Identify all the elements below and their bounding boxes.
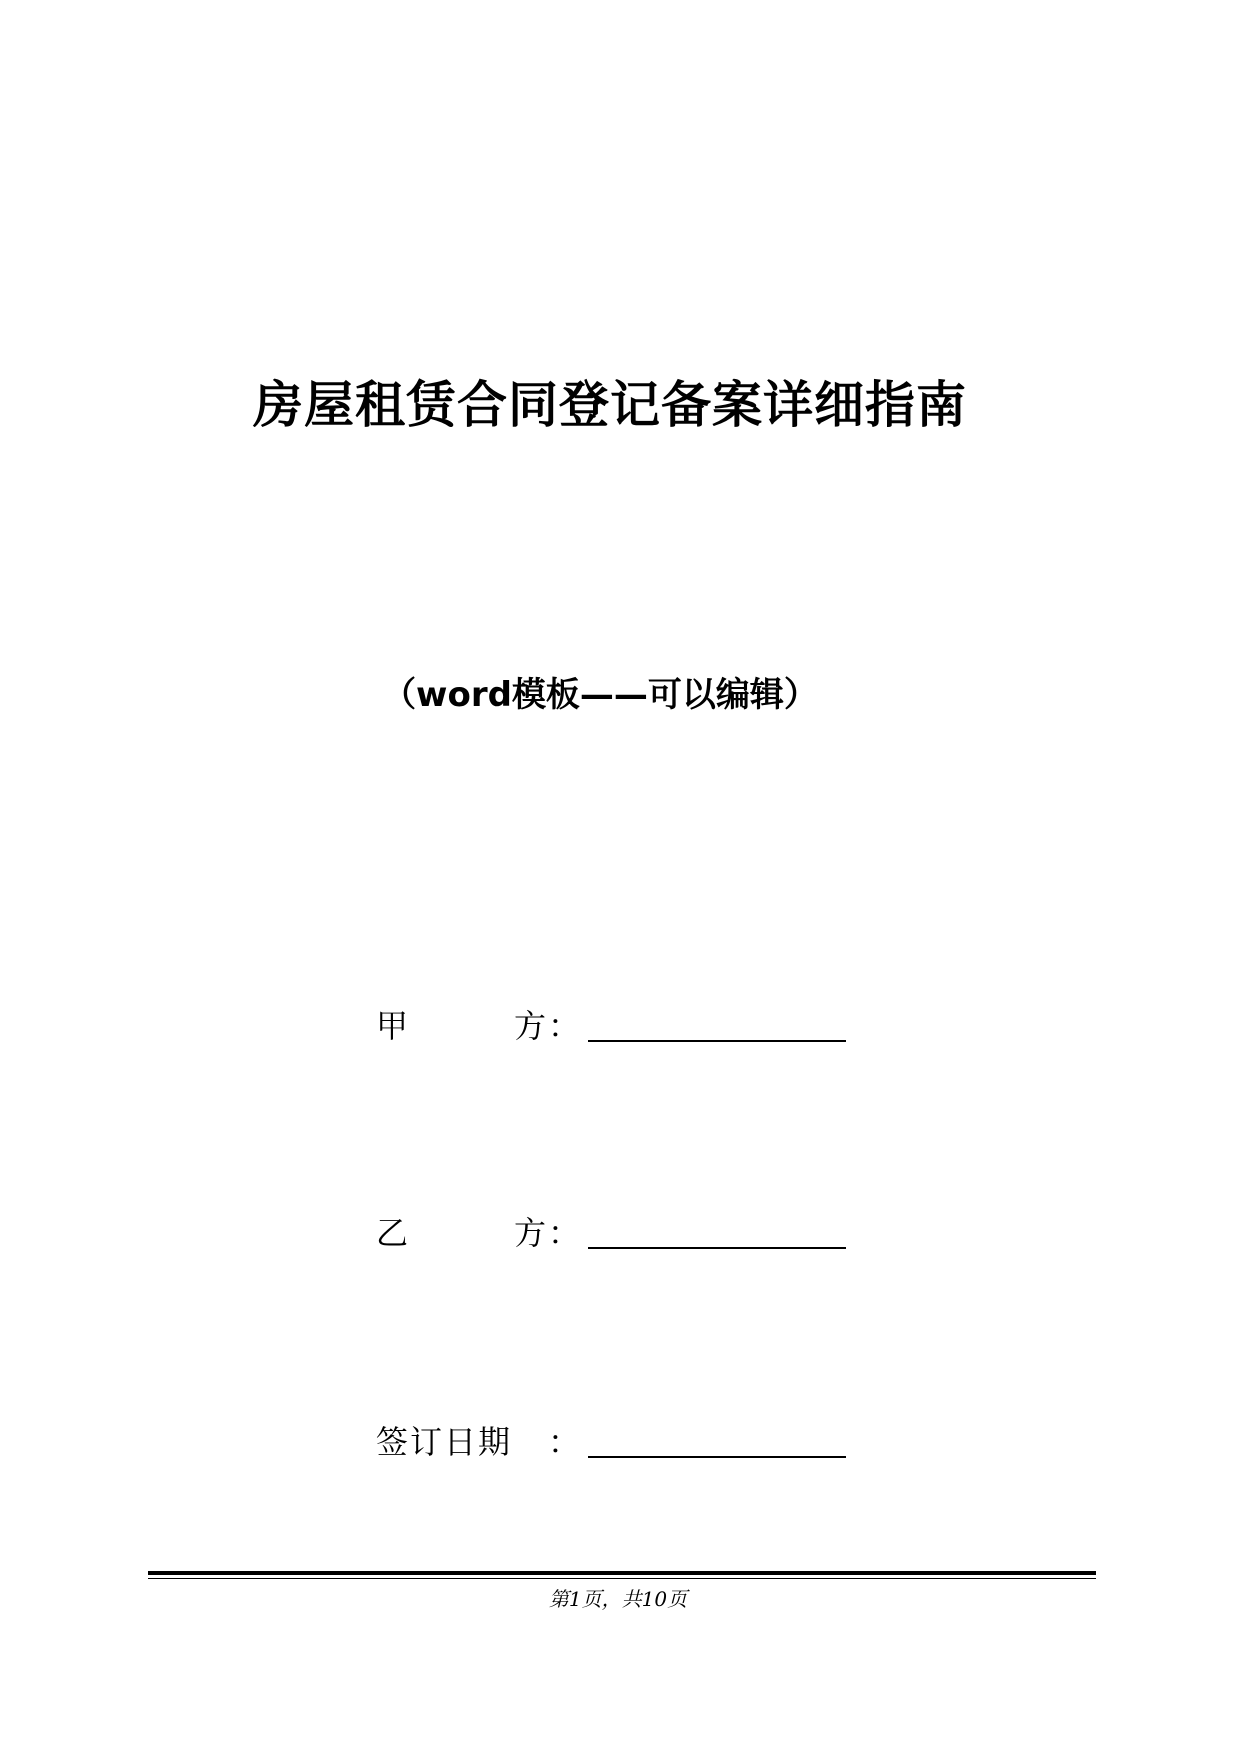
party-b-colon: ：	[548, 1214, 581, 1252]
footer-divider-thick	[148, 1571, 1096, 1575]
party-a-blank-line[interactable]	[588, 1039, 846, 1042]
party-b-label	[376, 1211, 546, 1255]
page-number: 第1页，共10页	[548, 1587, 688, 1611]
party-a-field	[376, 998, 846, 1048]
party-b-label-char1: 乙	[376, 1214, 409, 1252]
sign-date-label-cell	[376, 1420, 546, 1464]
footer-divider-thin	[148, 1578, 1096, 1579]
party-a-label	[376, 1004, 546, 1048]
document-subtitle: （word模板——可以编辑）	[382, 675, 818, 715]
sign-date-label: 签订日期	[376, 1423, 513, 1461]
sign-date-colon: ：	[548, 1423, 581, 1461]
party-a-label-char1: 甲	[376, 1007, 409, 1045]
party-a-colon: ：	[548, 1007, 581, 1045]
party-b-field	[376, 1205, 846, 1255]
document-title: 房屋租赁合同登记备案详细指南	[253, 376, 967, 434]
party-b-label-char2: 方	[513, 1214, 546, 1252]
sign-date-blank-line[interactable]	[588, 1455, 846, 1458]
sign-date-field	[376, 1414, 846, 1464]
party-a-label-char2: 方	[513, 1007, 546, 1045]
party-b-blank-line[interactable]	[588, 1246, 846, 1249]
